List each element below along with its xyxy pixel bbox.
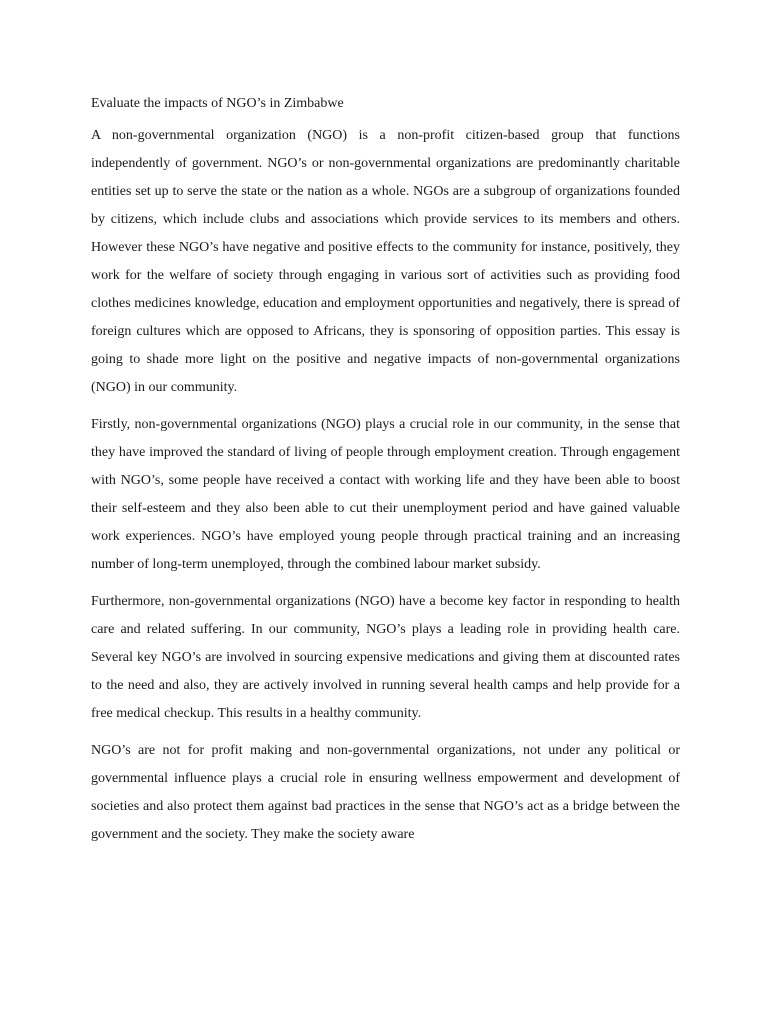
paragraph-employment: Firstly, non-governmental organizations (NGO) plays a crucial role in our community, in the sense that they have improved the standard of living of people through employment creation. Through engagement with NGO’s, some people have received a contact with working life and they have been able to boost their self-esteem and they also been able to cut their unemployment period and have gained valuable work experiences. NGO’s have employed young people through practical training and an increasing number of long-term unemployed, through the combined labour market subsidy. xyxy=(91,417,680,572)
paragraph-introduction: A non-governmental organization (NGO) is a non-profit citizen-based group that functions independently of government. NGO’s or non-governmental organizations are predominantly charitable entities set up to serve the state or the nation as a whole. NGOs are a subgroup of organizations founded by citizens, which include clubs and associations which provide services to its members and others. However these NGO’s have negative and positive effects to the community for instance, positively, they work for the welfare of society through engaging in various sort of activities such as providing food clothes medicines knowledge, education and employment opportunities and negatively, there is spread of foreign cultures which are opposed to Africans, they is sponsoring of opposition parties. This essay is going to shade more light on the positive and negative impacts of non-governmental organizations (NGO) in our community. xyxy=(91,128,680,395)
paragraph-not-for-profit: NGO’s are not for profit making and non-governmental organizations, not under any political or governmental influence plays a crucial role in ensuring wellness empowerment and development of societies and also protect them against bad practices in the sense that NGO’s act as a bridge between the government and the society. They make the society aware xyxy=(91,743,680,842)
document-title: Evaluate the impacts of NGO’s in Zimbabwe xyxy=(91,96,344,111)
paragraph-health-care: Furthermore, non-governmental organizations (NGO) have a become key factor in responding to health care and related suffering. In our community, NGO’s plays a leading role in providing health care. Several key NGO’s are involved in sourcing expensive medications and giving them at discounted rates to the need and also, they are actively involved in running several health camps and help provide for a free medical checkup. This results in a healthy community. xyxy=(91,594,680,721)
